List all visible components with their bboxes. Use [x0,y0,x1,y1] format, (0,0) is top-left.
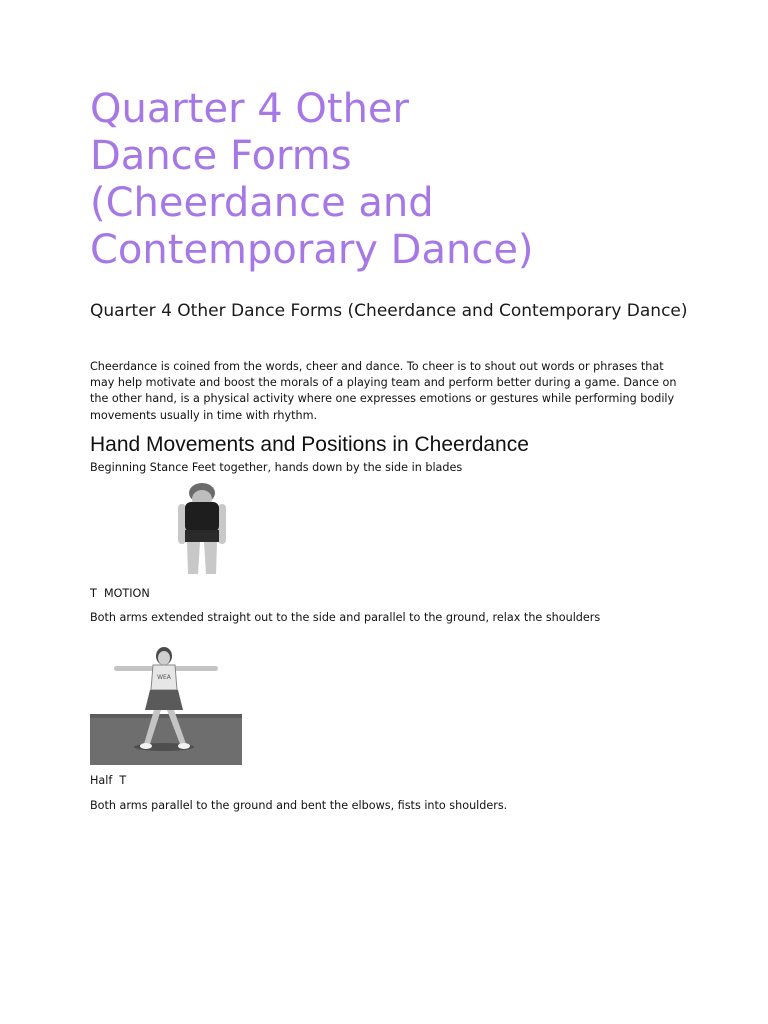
t-motion-figure [90,646,242,765]
beginning-stance-figure [90,482,305,574]
half-t-label: Half T [90,774,127,787]
beginning-stance-caption: Beginning Stance Feet together, hands down by the side in blades [90,461,463,474]
half-t-description: Both arms parallel to the ground and bent the elbows, fists into shoulders. [90,799,508,812]
uniform-lettering: WEA [157,674,171,681]
t-motion-label: T MOTION [90,587,150,600]
document-subtitle: Quarter 4 Other Dance Forms (Cheerdance and Contemporary Dance) [90,301,688,321]
intro-paragraph: Cheerdance is coined from the words, cheer and dance. To cheer is to shout out words or phrases that may help motivate and boost the morals of a playing team and perform better during a game. Dance on the other hand, is a physical activity where one expresses emotions or gestures while performing bodily movements usually in time with rhythm. [90,360,677,422]
section-heading: Hand Movements and Positions in Cheerdance [90,433,529,456]
document-title: Quarter 4 Other Dance Forms (Cheerdance and Contemporary Dance) [90,86,534,273]
t-motion-description: Both arms extended straight out to the side and parallel to the ground, relax the shoulders [90,611,601,624]
